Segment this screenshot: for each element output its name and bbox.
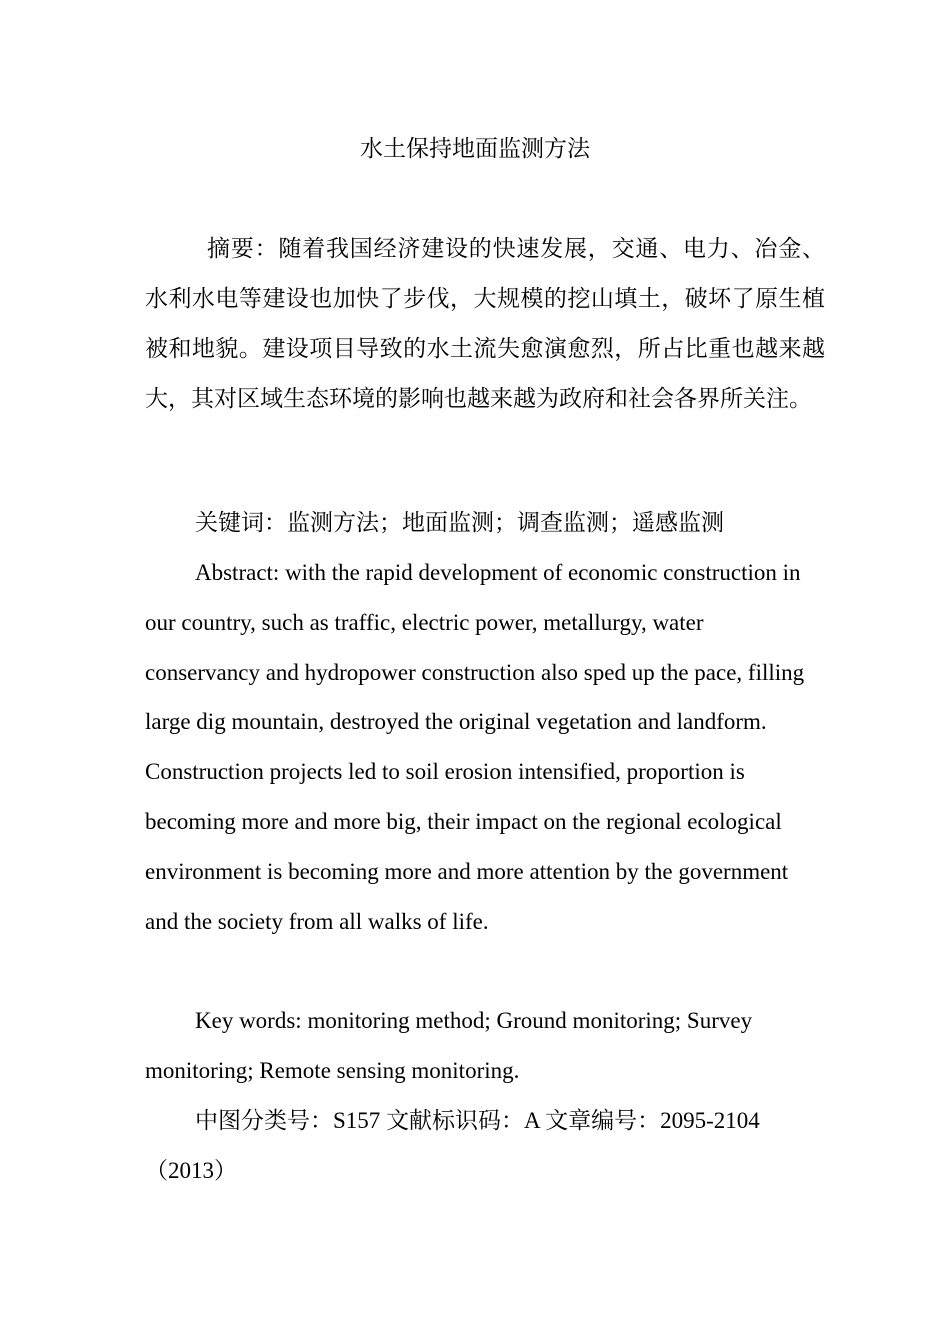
english-abstract bbox=[145, 548, 805, 946]
chinese-keywords-text: 监测方法；地面监测；调查监测；遥感监测 bbox=[287, 510, 724, 535]
document-title: 水土保持地面监测方法 bbox=[360, 136, 590, 161]
english-abstract-label: Abstract: bbox=[195, 560, 286, 585]
classification-info: 中图分类号：S157 文献标识码：A 文章编号：2095-2104（2013） bbox=[145, 1108, 760, 1183]
english-keywords bbox=[145, 996, 805, 1096]
chinese-keywords-label: 关键词： bbox=[195, 510, 287, 535]
english-keywords-text: monitoring method; Ground monitoring; Survey monitoring; Remote sensing monitoring. bbox=[145, 1008, 753, 1083]
chinese-keywords bbox=[145, 498, 825, 548]
english-abstract-text: with the rapid development of economic construction in our country, such as traffic, electric power, metallurgy, water conservancy and hydropower construction also sped up the pace, filling large dig mountain, destroyed the original vegetation and landform. Construction projects led to soil erosion intensified, proportion is becoming more and more big, their impact on the regional ecological environment is becoming more and more attention by the government and the society from all walks of life. bbox=[145, 560, 805, 934]
chinese-abstract bbox=[145, 224, 825, 424]
chinese-abstract-label: 摘要： bbox=[207, 236, 279, 261]
english-keywords-label: Key words: bbox=[195, 1008, 308, 1033]
chinese-abstract-text: 随着我国经济建设的快速发展，交通、电力、冶金、水利水电等建设也加快了步伐，大规模的挖山填土，破坏了原生植被和地貌。建设项目导致的水土流失愈演愈烈，所占比重也越来越大，其对区域生态环境的影响也越来越为政府和社会各界所关注。 bbox=[145, 236, 826, 411]
